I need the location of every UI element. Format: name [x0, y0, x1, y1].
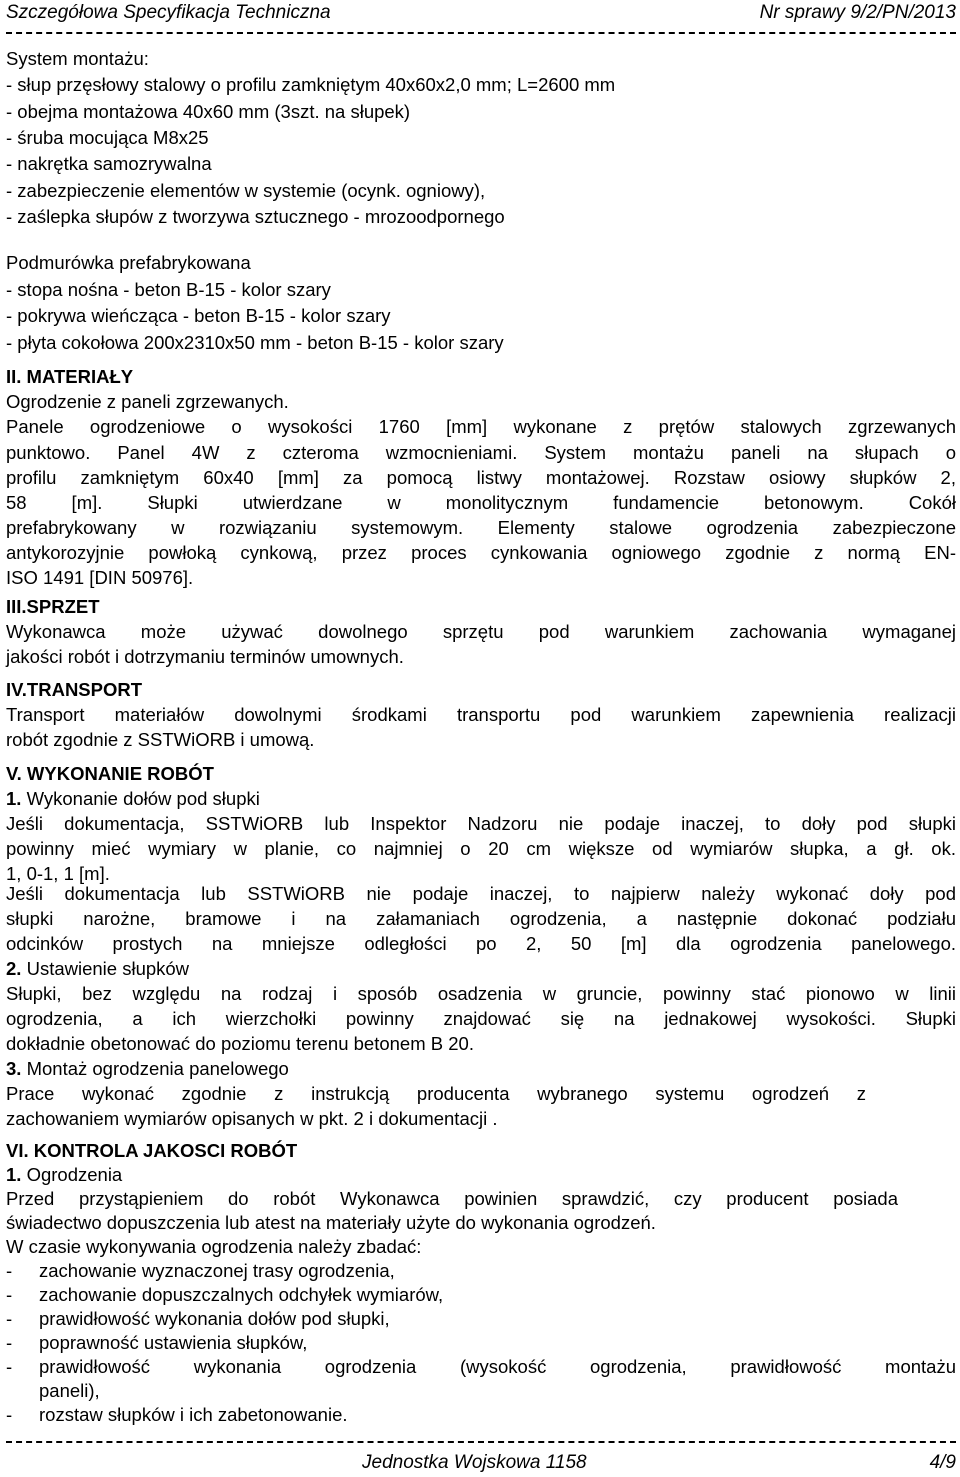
paragraph-line: słupki narożne, bramowe i na załamaniach ogrodzenia, a następnie dokonać podziału [6, 908, 956, 929]
list-item: - zachowanie wyznaczonej trasy ogrodzenia, [6, 1260, 395, 1281]
list-item: - słup przęsłowy stalowy o profilu zamkniętym 40x60x2,0 mm; L=2600 mm [6, 74, 616, 95]
list-item: - nakrętka samozrywalna [6, 153, 212, 174]
paragraph-line: W czasie wykonywania ogrodzenia należy zbadać: [6, 1236, 422, 1257]
subsection-label: Ustawienie słupków [21, 958, 190, 979]
list-item: - płyta cokołowa 200x2310x50 mm - beton B-15 - kolor szary [6, 332, 504, 353]
list-item-text: prawidłowość wykonania ogrodzenia (wysokość ogrodzenia, prawidłowość montażu [39, 1356, 956, 1377]
list-item: - śruba mocująca M8x25 [6, 127, 209, 148]
section-heading: III.SPRZET [6, 596, 100, 617]
list-item: - prawidłowość wykonania dołów pod słupki, [6, 1308, 390, 1329]
header-separator [6, 32, 956, 34]
subsection-number: 3. [6, 1058, 22, 1079]
header-title: Szczegółowa Specyfikacja Techniczna [6, 2, 331, 23]
paragraph-line: Jeśli dokumentacja, SSTWiORB lub Inspektor Nadzoru nie podaje inaczej, to doły pod słupki [6, 813, 956, 834]
list-item: - obejma montażowa 40x60 mm (3szt. na słupek) [6, 101, 411, 122]
paragraph-line: ogrodzenia, a ich wierzchołki powinny znajdować się na jednakowej wysokości. Słupki [6, 1008, 956, 1029]
paragraph-line: profilu zamkniętym 60x40 [mm] za pomocą listwy montażowej. Rozstaw osiowy słupków 2, [6, 467, 956, 488]
paragraph-line: 1, 0-1, 1 [m]. [6, 863, 110, 884]
paragraph-line: zachowaniem wymiarów opisanych w pkt. 2 i dokumentacji . [6, 1108, 498, 1129]
subsection-title [6, 787, 260, 811]
footer-separator [6, 1441, 956, 1443]
list-item: - zachowanie dopuszczalnych odchyłek wymiarów, [6, 1284, 444, 1305]
paragraph-line: jakości robót i dotrzymaniu terminów umownych. [6, 646, 404, 667]
header-case-number: Nr sprawy 9/2/PN/2013 [759, 2, 956, 23]
paragraph-line: punktowo. Panel 4W z czteroma wzmocnieniami. System montażu paneli na słupach o [6, 442, 956, 463]
subsection-label: Ogrodzenia [21, 1164, 123, 1185]
section-heading: II. MATERIAŁY [6, 366, 134, 387]
paragraph-line: 58 [m]. Słupki utwierdzane w monolitycznym fundamencie betonowym. Cokół [6, 492, 956, 513]
list-item: - zabezpieczenie elementów w systemie (ocynk. ogniowy), [6, 180, 486, 201]
paragraph-line: antykorozyjnie powłoką cynkową, przez proces cynkowania ogniowego zgodnie z normą EN- [6, 542, 956, 563]
paragraph-line: Panele ogrodzeniowe o wysokości 1760 [mm] wykonane z prętów stalowych zgrzewanych [6, 416, 956, 437]
section-heading: IV.TRANSPORT [6, 679, 143, 700]
list-item: - poprawność ustawienia słupków, [6, 1332, 308, 1353]
subsection-title [6, 1163, 122, 1187]
paragraph-line: Prace wykonać zgodnie z instrukcją producenta wybranego systemu ogrodzeń z [6, 1083, 866, 1104]
list-item: - rozstaw słupków i ich zabetonowanie. [6, 1404, 348, 1425]
paragraph-line: Wykonawca może używać dowolnego sprzętu pod warunkiem zachowania wymaganej [6, 621, 956, 642]
paragraph-line: Ogrodzenie z paneli zgrzewanych. [6, 391, 289, 412]
list-item: - zaślepka słupów z tworzywa sztucznego - mrozoodpornego [6, 206, 505, 227]
paragraph-line: prefabrykowany w rozwiązaniu systemowym. Elementy stalowe ogrodzenia zabezpieczone [6, 517, 956, 538]
list-item-text: paneli), [39, 1380, 100, 1401]
subsection-title [6, 957, 189, 981]
page-header [6, 2, 956, 26]
paragraph-line: robót zgodnie z SSTWiORB i umową. [6, 729, 315, 750]
plinth-title: Podmurówka prefabrykowana [6, 252, 251, 273]
page-number: 4/9 [929, 1452, 956, 1473]
paragraph-line: powinny mieć wymiary w planie, co najmniej o 20 cm większe od wymiarów słupka, a gł. ok. [6, 838, 956, 859]
paragraph-line: odcinków prostych na mniejsze odległości po 2, 50 [m] dla ogrodzenia panelowego. [6, 933, 956, 954]
list-item: - [6, 1356, 13, 1377]
subsection-number: 1. [6, 1164, 22, 1185]
subsection-number: 2. [6, 958, 22, 979]
subsection-number: 1. [6, 788, 22, 809]
paragraph-line: Jeśli dokumentacja lub SSTWiORB nie podaje inaczej, to najpierw należy wykonać doły pod [6, 883, 956, 904]
mounting-title: System montażu: [6, 48, 149, 69]
subsection-title [6, 1057, 289, 1081]
subsection-label: Montaż ogrodzenia panelowego [21, 1058, 289, 1079]
paragraph-line: dokładnie obetonować do poziomu terenu betonem B 20. [6, 1033, 474, 1054]
paragraph-line: Przed przystąpieniem do robót Wykonawca powinien sprawdzić, czy producent posiada [6, 1188, 898, 1209]
section-heading: VI. KONTROLA JAKOSCI ROBÓT [6, 1140, 298, 1161]
paragraph-line: świadectwo dopuszczenia lub atest na materiały użyte do wykonania ogrodzeń. [6, 1212, 656, 1233]
section-heading: V. WYKONANIE ROBÓT [6, 763, 214, 784]
paragraph-line: Słupki, bez względu na rodzaj i sposób osadzenia w gruncie, powinny stać pionowo w linii [6, 983, 956, 1004]
list-item: - pokrywa wieńcząca - beton B-15 - kolor szary [6, 305, 391, 326]
subsection-label: Wykonanie dołów pod słupki [21, 788, 260, 809]
list-item: - stopa nośna - beton B-15 - kolor szary [6, 279, 331, 300]
paragraph-line: Transport materiałów dowolnymi środkami transportu pod warunkiem zapewnienia realizacji [6, 704, 956, 725]
footer-unit: Jednostka Wojskowa 1158 [362, 1452, 587, 1473]
paragraph-line: ISO 1491 [DIN 50976]. [6, 567, 194, 588]
